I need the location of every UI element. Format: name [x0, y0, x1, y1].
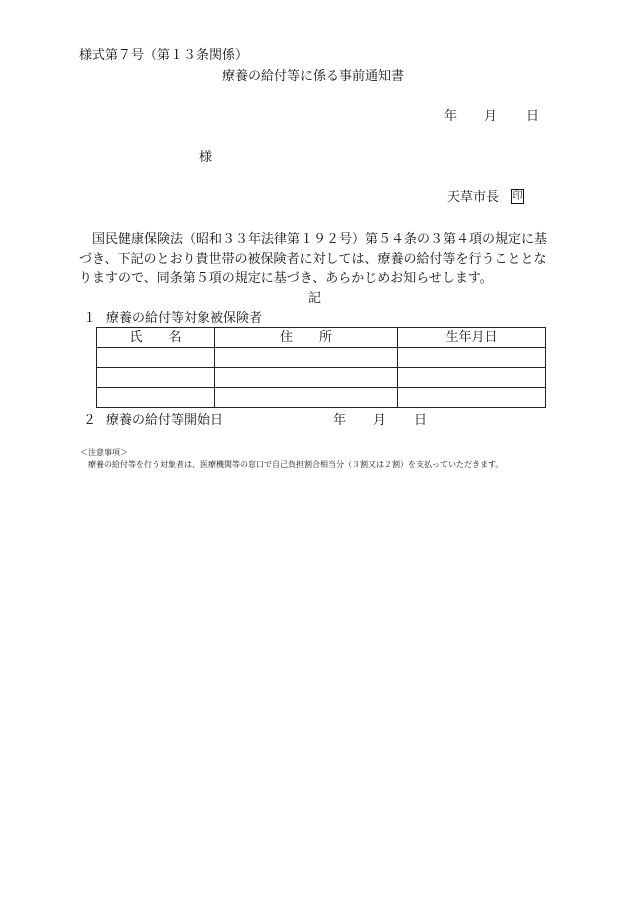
address-cell[interactable]: [215, 348, 398, 368]
name-column-header: 氏 名: [97, 328, 215, 348]
address-cell[interactable]: [215, 368, 398, 388]
seal-mark: 印: [512, 191, 523, 202]
item2-number: ２: [83, 413, 97, 428]
birthdate-cell[interactable]: [398, 368, 546, 388]
table-row: [97, 388, 546, 408]
date-month-label: 月: [484, 109, 498, 124]
birthdate-column-header: 生年月日: [398, 328, 546, 348]
notes-heading: ＜注意事項＞: [80, 448, 128, 457]
address-column-header: 住 所: [215, 328, 398, 348]
table-row: [97, 368, 546, 388]
body-paragraph: 国民健康保険法（昭和３３年法律第１９２号）第５４条の３第４項の規定に基づき、下記のとおり貴世帯の被保険者に対しては、療養の給付等を行うこととなりますので、同条第５項の規定に基づき、あらかじめお知らせします。: [79, 232, 548, 286]
item1-label: 療養の給付等対象被保険者: [106, 311, 263, 326]
start-month-label: 月: [373, 413, 387, 428]
birthdate-cell[interactable]: [398, 388, 546, 408]
name-cell[interactable]: [97, 348, 215, 368]
table-row: [97, 348, 546, 368]
ki-heading: 記: [308, 291, 322, 306]
addressee-suffix: 様: [199, 150, 213, 165]
item2-label: 療養の給付等開始日: [106, 413, 224, 428]
insured-persons-table: [96, 327, 546, 408]
item1-number: １: [83, 311, 97, 326]
document-title: 療養の給付等に係る事前通知書: [222, 69, 405, 84]
date-day-label: 日: [526, 109, 540, 124]
form-number: 様式第７号（第１３条関係）: [79, 48, 249, 63]
date-year-label: 年: [444, 109, 458, 124]
start-year-label: 年: [333, 413, 347, 428]
sender-title: 天草市長: [447, 190, 500, 205]
notes-text: 療養の給付等を行う対象者は、医療機関等の窓口で自己負担割合相当分（３割又は２割）を支払っていただきます。: [88, 460, 504, 469]
start-day-label: 日: [414, 413, 428, 428]
name-cell[interactable]: [97, 368, 215, 388]
address-cell[interactable]: [215, 388, 398, 408]
name-cell[interactable]: [97, 388, 215, 408]
table-header-row: [97, 328, 546, 348]
birthdate-cell[interactable]: [398, 348, 546, 368]
